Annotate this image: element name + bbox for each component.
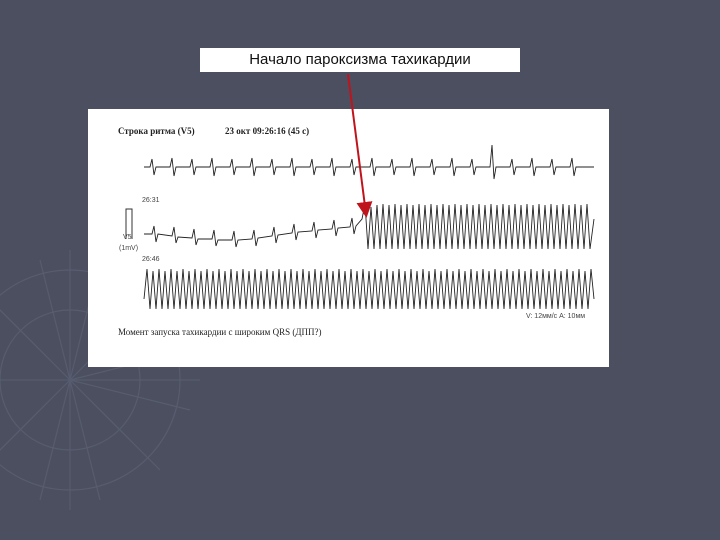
slide-title: Начало пароксизма тахикардии (200, 48, 520, 72)
ecg-caption: Момент запуска тахикардии с широким QRS (ДПП?) (118, 327, 322, 337)
ecg-header-date: 23 окт 09:26:16 (45 с) (225, 126, 310, 136)
ecg-strip-1 (144, 145, 594, 179)
ecg-figure (88, 109, 609, 367)
time-mark-1: 26:31 (142, 197, 160, 204)
scale-label: V: 12мм/с A: 10мм (526, 313, 586, 320)
ecg-strip-3 (144, 269, 594, 309)
ecg-strip-2 (144, 204, 594, 249)
ecg-header-rhythm: Строка ритма (V5) (118, 126, 195, 136)
time-mark-2: 26:46 (142, 256, 160, 263)
lead-label: V5 (123, 234, 132, 241)
amplitude-label: (1mV) (119, 245, 139, 252)
